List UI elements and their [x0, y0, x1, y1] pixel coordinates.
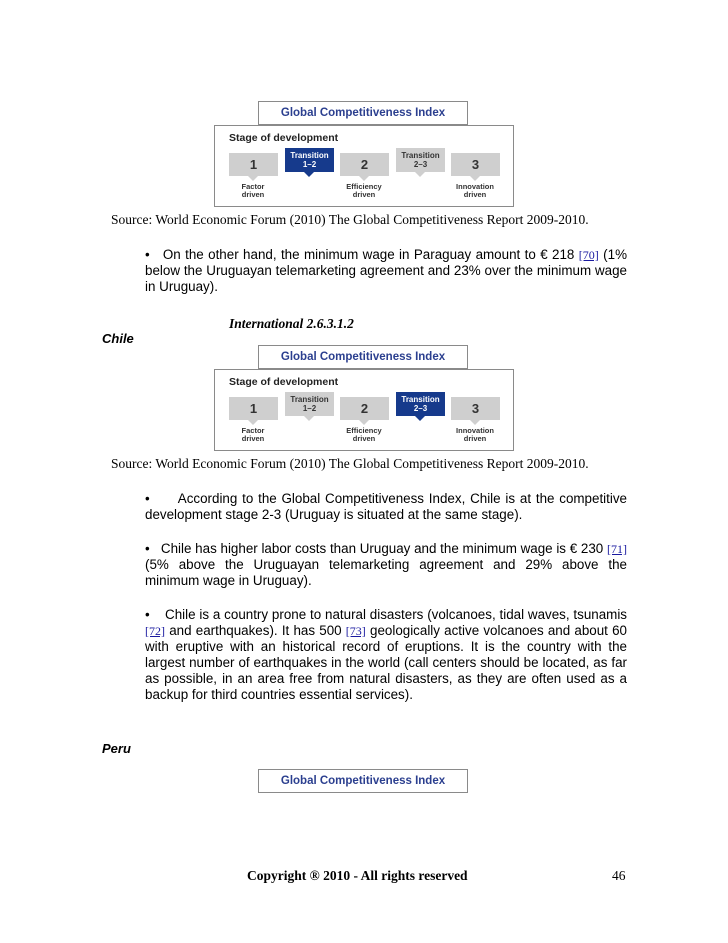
stage-transition-1-2-box: Transition 1–2	[285, 148, 334, 172]
stage-transition-2-3-box: Transition 2–3	[396, 148, 445, 172]
source-note-1: Source: World Economic Forum (2010) The Global Competitiveness Report 2009-2010.	[111, 212, 589, 227]
bullet: •	[145, 541, 150, 556]
stage-transition-2-3-arrow	[415, 172, 425, 177]
stage-3-arrow	[470, 420, 480, 425]
stage-1-arrow	[248, 176, 258, 181]
caption-efficiency-driven: Efficiency driven	[346, 426, 382, 443]
stage-1-box: 1	[229, 397, 278, 420]
gci-title: Global Competitiveness Index	[280, 107, 446, 119]
caption-efficiency-driven: Efficiency driven	[346, 182, 382, 199]
stage-transition-1-2-box: Transition 1–2	[285, 392, 334, 416]
caption-innovation-driven: Innovation driven	[456, 182, 494, 199]
chile-paragraph-2: • Chile has higher labor costs than Uruguay and the minimum wage is € 230 [71] (5% above the Uruguayan telemarketing agreement and 29% above the minimum wage in Uruguay).	[145, 541, 627, 588]
chile-paragraph-3: • Chile is a country prone to natural disasters (volcanoes, tidal waves, tsunamis [72] and earthquakes). It has 500 [73] geologically active volcanoes and about 60 with eruptive with an historical record of eruptions. It is the country with the largest number of earthquakes in the world (call centers should be located, as far as possible, in an area free from natural disasters, as they are often used as a backup for third countries essential services).	[145, 607, 627, 702]
chile-paragraph-1: • According to the Global Competitiveness Index, Chile is at the competitive development stage 2-3 (Uruguay is situated at the same stage).	[145, 491, 627, 522]
footer-copyright: Copyright ® 2010 - All rights reserved	[247, 868, 468, 883]
stage-of-development-label: Stage of development	[229, 376, 339, 388]
caption-factor-driven: Factor driven	[241, 426, 265, 443]
gci-title-box-2	[258, 345, 468, 369]
gci-stage-panel-2	[214, 369, 514, 451]
bullet: •	[145, 607, 150, 622]
heading-chile: Chile	[102, 331, 134, 346]
page-number: 46	[612, 868, 626, 883]
heading-peru: Peru	[102, 741, 131, 756]
stage-transition-2-3-arrow	[415, 416, 425, 421]
reference-link-73[interactable]: [73]	[345, 624, 366, 638]
gci-title-box-3	[258, 769, 468, 793]
reference-link-72[interactable]: [72]	[145, 624, 165, 638]
reference-link-70[interactable]: [70]	[578, 248, 599, 262]
gci-title: Global Competitiveness Index	[280, 775, 446, 787]
stage-transition-2-3-box: Transition 2–3	[396, 392, 445, 416]
gci-stage-panel-1	[214, 125, 514, 207]
stage-transition-1-2-arrow	[304, 416, 314, 421]
stage-1-box: 1	[229, 153, 278, 176]
gci-title: Global Competitiveness Index	[280, 351, 446, 363]
stage-3-arrow	[470, 176, 480, 181]
bullet: •	[145, 247, 150, 262]
source-note-2: Source: World Economic Forum (2010) The Global Competitiveness Report 2009-2010.	[111, 456, 589, 471]
caption-factor-driven: Factor driven	[241, 182, 265, 199]
reference-link-71[interactable]: [71]	[607, 542, 627, 556]
stage-2-box: 2	[340, 153, 389, 176]
stage-2-box: 2	[340, 397, 389, 420]
stage-1-arrow	[248, 420, 258, 425]
figure-caption: International 2.6.3.1.2	[229, 316, 354, 331]
stage-3-box: 3	[451, 397, 500, 420]
stage-of-development-label: Stage of development	[229, 132, 339, 144]
caption-innovation-driven: Innovation driven	[456, 426, 494, 443]
stage-3-box: 3	[451, 153, 500, 176]
stage-2-arrow	[359, 420, 369, 425]
paraguay-paragraph: • On the other hand, the minimum wage in Paraguay amount to € 218 [70] (1% below the Uruguayan telemarketing agreement and 23% over the minimum wage in Uruguay).	[145, 247, 627, 294]
bullet: •	[145, 491, 150, 506]
stage-2-arrow	[359, 176, 369, 181]
stage-transition-1-2-arrow	[304, 172, 314, 177]
gci-title-box-1	[258, 101, 468, 125]
